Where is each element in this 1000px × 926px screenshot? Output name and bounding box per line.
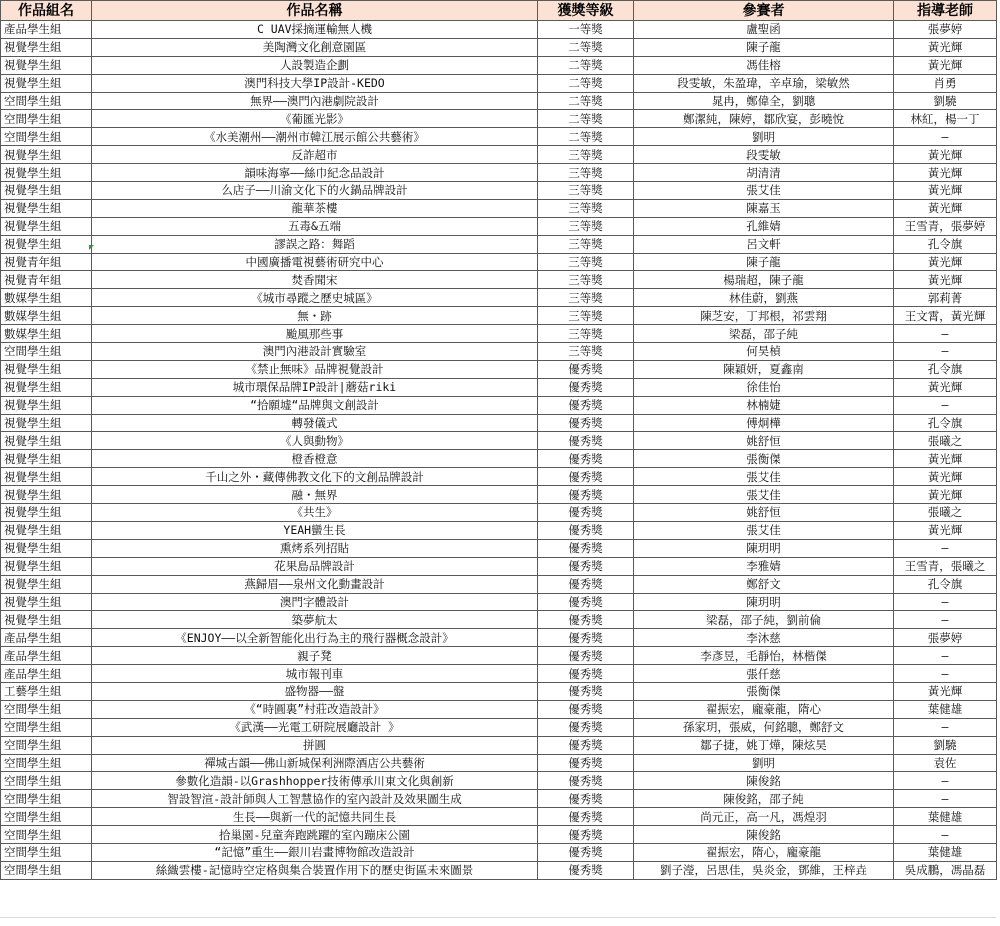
cell-advisor[interactable]: 劉驍: [894, 92, 997, 110]
cell-participants[interactable]: 何昊楨: [634, 343, 894, 361]
table-row: [1, 700, 997, 718]
cell-advisor[interactable]: —: [894, 396, 997, 414]
cell-award-level[interactable]: 優秀獎: [538, 790, 634, 808]
cell-group[interactable]: 空間學生組: [1, 826, 92, 844]
cell-participants[interactable]: 陳玥明: [634, 593, 894, 611]
table-row: [1, 521, 997, 539]
cell-work-title[interactable]: 《葡匯光影》: [92, 110, 538, 128]
cell-work-title[interactable]: 《共生》: [92, 504, 538, 522]
cell-advisor[interactable]: —: [894, 665, 997, 683]
cell-group[interactable]: 視覺學生組: [1, 504, 92, 522]
cell-award-level[interactable]: 二等獎: [538, 74, 634, 92]
cell-work-title[interactable]: 智設智渲-設計師與人工智慧協作的室內設計及效果圖生成: [92, 790, 538, 808]
cell-group[interactable]: 空間學生組: [1, 700, 92, 718]
table-row: [1, 253, 997, 271]
cell-award-level[interactable]: 優秀獎: [538, 521, 634, 539]
cell-work-title[interactable]: 中國廣播電視藝術研究中心: [92, 253, 538, 271]
cell-group[interactable]: 視覺學生組: [1, 593, 92, 611]
cell-participants[interactable]: 張艾佳: [634, 182, 894, 200]
cell-award-level[interactable]: 三等獎: [538, 343, 634, 361]
cell-advisor[interactable]: 張曦之: [894, 432, 997, 450]
table-body: [1, 21, 997, 880]
cell-award-level[interactable]: 優秀獎: [538, 468, 634, 486]
cell-group[interactable]: 視覺青年組: [1, 253, 92, 271]
cell-award-level[interactable]: 三等獎: [538, 235, 634, 253]
table-row: [1, 92, 997, 110]
cell-award-level[interactable]: 三等獎: [538, 146, 634, 164]
cell-award-level[interactable]: 優秀獎: [538, 414, 634, 432]
cell-group[interactable]: 視覺學生組: [1, 360, 92, 378]
cell-participants[interactable]: 陳俊銘，邵子純: [634, 790, 894, 808]
cell-work-title[interactable]: 絲織雲樓-記憶時空定格與集合裝置作用下的歷史街區未來圖景: [92, 861, 538, 879]
header-advisor[interactable]: 指導老師: [894, 1, 997, 21]
table-row: [1, 182, 997, 200]
cell-participants[interactable]: 鄒子捷，姚丁燁，陳炫昊: [634, 736, 894, 754]
cell-advisor[interactable]: 孔令旗: [894, 235, 997, 253]
cell-award-level[interactable]: 優秀獎: [538, 450, 634, 468]
table-row: [1, 128, 997, 146]
cell-group[interactable]: 視覺學生組: [1, 199, 92, 217]
table-row: [1, 575, 997, 593]
cell-work-title[interactable]: 《“時圓裏”村莊改造設計》: [92, 700, 538, 718]
cell-work-title[interactable]: 參數化造韻-以Grashhopper技術傳承川東文化與創新: [92, 772, 538, 790]
cell-award-level[interactable]: 優秀獎: [538, 700, 634, 718]
cell-work-title[interactable]: 轉發儀式: [92, 414, 538, 432]
table-row: [1, 164, 997, 182]
table-row: [1, 378, 997, 396]
cell-participants[interactable]: 陳穎妍，夏鑫南: [634, 360, 894, 378]
cell-advisor[interactable]: 葉健雄: [894, 808, 997, 826]
cell-award-level[interactable]: 優秀獎: [538, 808, 634, 826]
cell-advisor[interactable]: 孔令旗: [894, 360, 997, 378]
cell-participants[interactable]: 段雯敏: [634, 146, 894, 164]
cell-advisor[interactable]: 葉健雄: [894, 700, 997, 718]
cell-work-title[interactable]: 橙香橙意: [92, 450, 538, 468]
cell-award-level[interactable]: 三等獎: [538, 253, 634, 271]
cell-participants[interactable]: 胡清清: [634, 164, 894, 182]
cell-award-level[interactable]: 三等獎: [538, 217, 634, 235]
cell-award-level[interactable]: 二等獎: [538, 110, 634, 128]
cell-work-title[interactable]: YEAH蠻生長: [92, 521, 538, 539]
cell-work-title[interactable]: 熏烤系列招貼: [92, 539, 538, 557]
cell-comment-marker: [89, 245, 94, 250]
cell-group[interactable]: 視覺青年組: [1, 271, 92, 289]
cell-participants[interactable]: 林楠婕: [634, 396, 894, 414]
cell-participants[interactable]: 張衡傑: [634, 682, 894, 700]
cell-group[interactable]: 視覺學生組: [1, 74, 92, 92]
cell-participants[interactable]: 姚舒恒: [634, 432, 894, 450]
cell-participants[interactable]: 陳芝安，丁邦根，祁雲翔: [634, 307, 894, 325]
cell-advisor[interactable]: 袁佐: [894, 754, 997, 772]
cell-work-title[interactable]: “記憶”重生——銀川岩畫博物館改造設計: [92, 843, 538, 861]
header-row: [1, 1, 997, 21]
cell-group[interactable]: 視覺學生組: [1, 486, 92, 504]
cell-group[interactable]: 產品學生組: [1, 665, 92, 683]
cell-advisor[interactable]: 王文霄，黃光輝: [894, 307, 997, 325]
cell-participants[interactable]: 姚舒恒: [634, 504, 894, 522]
cell-group[interactable]: 視覺學生組: [1, 378, 92, 396]
cell-advisor[interactable]: —: [894, 790, 997, 808]
cell-participants[interactable]: 張衡傑: [634, 450, 894, 468]
cell-participants[interactable]: 張艾佳: [634, 521, 894, 539]
cell-participants[interactable]: 劉子瀅，呂思佳，吳炎金，鄧維，王梓垚: [634, 861, 894, 879]
cell-award-level[interactable]: 優秀獎: [538, 504, 634, 522]
table-row: [1, 432, 997, 450]
cell-advisor[interactable]: 郭莉菁: [894, 289, 997, 307]
table-row: [1, 754, 997, 772]
cell-work-title[interactable]: 澳門字體設計: [92, 593, 538, 611]
cell-participants[interactable]: 李彥昱，毛靜怡，林楷傑: [634, 647, 894, 665]
cell-work-title[interactable]: 花果島品牌設計: [92, 557, 538, 575]
cell-work-title[interactable]: 澳門科技大學IP設計-KEDO: [92, 74, 538, 92]
cell-participants[interactable]: 呂文軒: [634, 235, 894, 253]
table-row: [1, 772, 997, 790]
cell-advisor[interactable]: 黃光輝: [894, 468, 997, 486]
cell-participants[interactable]: 李沐慈: [634, 629, 894, 647]
table-row: [1, 468, 997, 486]
table-row: [1, 271, 997, 289]
table-row: [1, 450, 997, 468]
cell-advisor[interactable]: 吳成鵬，馮晶磊: [894, 861, 997, 879]
cell-work-title[interactable]: 澳門內港設計實驗室: [92, 343, 538, 361]
cell-participants[interactable]: 翟振宏，隋心，龐豪龍: [634, 843, 894, 861]
cell-advisor[interactable]: 黃光輝: [894, 146, 997, 164]
cell-work-title[interactable]: 《禁止無味》品牌視覺設計: [92, 360, 538, 378]
cell-group[interactable]: 數媒學生組: [1, 325, 92, 343]
cell-award-level[interactable]: 三等獎: [538, 164, 634, 182]
cell-group[interactable]: 視覺學生組: [1, 38, 92, 56]
table-row: [1, 325, 997, 343]
cell-participants[interactable]: 徐佳怡: [634, 378, 894, 396]
cell-participants[interactable]: 梁磊，邵子純，劉前倫: [634, 611, 894, 629]
cell-award-level[interactable]: 三等獎: [538, 289, 634, 307]
cell-group[interactable]: 空間學生組: [1, 92, 92, 110]
table-row: [1, 593, 997, 611]
cell-award-level[interactable]: 優秀獎: [538, 432, 634, 450]
cell-work-title[interactable]: 颱風那些事: [92, 325, 538, 343]
cell-advisor[interactable]: —: [894, 718, 997, 736]
cell-advisor[interactable]: 張曦之: [894, 504, 997, 522]
cell-advisor[interactable]: 張夢婷: [894, 629, 997, 647]
cell-group[interactable]: 視覺學生組: [1, 575, 92, 593]
cell-advisor[interactable]: 黃光輝: [894, 253, 997, 271]
cell-group[interactable]: 產品學生組: [1, 647, 92, 665]
cell-group[interactable]: 產品學生組: [1, 629, 92, 647]
table-row: [1, 826, 997, 844]
cell-award-level[interactable]: 優秀獎: [538, 826, 634, 844]
cell-participants[interactable]: 傅炯樺: [634, 414, 894, 432]
cell-advisor[interactable]: —: [894, 128, 997, 146]
cell-work-title[interactable]: C UAV採摘運輸無人機: [92, 21, 538, 39]
cell-group[interactable]: 視覺學生組: [1, 235, 92, 253]
cell-participants[interactable]: 翟振宏，龐豪龍，隋心: [634, 700, 894, 718]
cell-group[interactable]: 空間學生組: [1, 718, 92, 736]
cell-participants[interactable]: 陳俊銘: [634, 772, 894, 790]
cell-work-title[interactable]: 焚香聞宋: [92, 271, 538, 289]
cell-group[interactable]: 空間學生組: [1, 343, 92, 361]
cell-advisor[interactable]: 黃光輝: [894, 38, 997, 56]
table-row: [1, 38, 997, 56]
table-row: [1, 843, 997, 861]
table-row: [1, 647, 997, 665]
cell-work-title[interactable]: “拾願墟“品牌與文創設計: [92, 396, 538, 414]
table-row: [1, 21, 997, 39]
cell-group[interactable]: 空間學生組: [1, 110, 92, 128]
cell-advisor[interactable]: 黃光輝: [894, 182, 997, 200]
table-row: [1, 414, 997, 432]
table-row: [1, 396, 997, 414]
cell-advisor[interactable]: 黃光輝: [894, 521, 997, 539]
cell-advisor[interactable]: 黃光輝: [894, 271, 997, 289]
cell-award-level[interactable]: 優秀獎: [538, 360, 634, 378]
cell-award-level[interactable]: 優秀獎: [538, 486, 634, 504]
table-row: [1, 217, 997, 235]
table-row: [1, 629, 997, 647]
cell-award-level[interactable]: 優秀獎: [538, 861, 634, 879]
cell-award-level[interactable]: 三等獎: [538, 271, 634, 289]
cell-group[interactable]: 視覺學生組: [1, 146, 92, 164]
cell-group[interactable]: 視覺學生組: [1, 217, 92, 235]
cell-group[interactable]: 視覺學生組: [1, 396, 92, 414]
table-row: [1, 611, 997, 629]
cell-work-title[interactable]: 《城市尋蹤之歷史城區》: [92, 289, 538, 307]
table-row: [1, 199, 997, 217]
cell-work-title[interactable]: 《武漢——光電工研院展廳設計 》: [92, 718, 538, 736]
cell-award-level[interactable]: 優秀獎: [538, 539, 634, 557]
cell-advisor[interactable]: —: [894, 647, 997, 665]
table-row: [1, 307, 997, 325]
table-row: [1, 861, 997, 879]
cell-award-level[interactable]: 優秀獎: [538, 665, 634, 683]
cell-participants[interactable]: 尚元正，高一凡，馮煌羽: [634, 808, 894, 826]
table-row: [1, 718, 997, 736]
cell-award-level[interactable]: 三等獎: [538, 199, 634, 217]
header-participants[interactable]: 參賽者: [634, 1, 894, 21]
table-row: [1, 539, 997, 557]
table-row: [1, 146, 997, 164]
cell-group[interactable]: 空間學生組: [1, 843, 92, 861]
cell-award-level[interactable]: 優秀獎: [538, 647, 634, 665]
cell-group[interactable]: 視覺學生組: [1, 539, 92, 557]
cell-participants[interactable]: 林佳蔚，劉燕: [634, 289, 894, 307]
cell-work-title[interactable]: 龍華茶樓: [92, 199, 538, 217]
cell-participants[interactable]: 馮佳榕: [634, 56, 894, 74]
cell-group[interactable]: 視覺學生組: [1, 557, 92, 575]
cell-participants[interactable]: 張艾佳: [634, 468, 894, 486]
table-header: [1, 1, 997, 21]
cell-award-level[interactable]: 優秀獎: [538, 772, 634, 790]
cell-work-title[interactable]: 築夢航太: [92, 611, 538, 629]
cell-award-level[interactable]: 優秀獎: [538, 557, 634, 575]
cell-advisor[interactable]: 肖勇: [894, 74, 997, 92]
cell-work-title[interactable]: 無界——澳門內港劇院設計: [92, 92, 538, 110]
cell-award-level[interactable]: 二等獎: [538, 92, 634, 110]
cell-group[interactable]: 空間學生組: [1, 790, 92, 808]
cell-advisor[interactable]: 林紅，楊一丁: [894, 110, 997, 128]
cell-work-title[interactable]: 拾巢園-兒童奔跑跳躍的室內蹦床公園: [92, 826, 538, 844]
cell-advisor[interactable]: —: [894, 611, 997, 629]
cell-group[interactable]: 工藝學生組: [1, 682, 92, 700]
table-row: [1, 343, 997, 361]
cell-advisor[interactable]: —: [894, 343, 997, 361]
cell-award-level[interactable]: 二等獎: [538, 128, 634, 146]
cell-group[interactable]: 數媒學生組: [1, 307, 92, 325]
cell-work-title[interactable]: 千山之外・藏傳佛教文化下的文創品牌設計: [92, 468, 538, 486]
cell-award-level[interactable]: 二等獎: [538, 56, 634, 74]
cell-work-title[interactable]: 盛物器——盤: [92, 682, 538, 700]
cell-participants[interactable]: 陳俊銘: [634, 826, 894, 844]
cell-award-level[interactable]: 優秀獎: [538, 754, 634, 772]
table-row: [1, 289, 997, 307]
header-work-title[interactable]: 作品名稱: [92, 1, 538, 21]
cell-participants[interactable]: 梁磊，邵子純: [634, 325, 894, 343]
cell-participants[interactable]: 陳子龍: [634, 253, 894, 271]
cell-group[interactable]: 產品學生組: [1, 21, 92, 39]
cell-advisor[interactable]: 孔令旗: [894, 575, 997, 593]
cell-advisor[interactable]: 黃光輝: [894, 56, 997, 74]
cell-participants[interactable]: 李雅婧: [634, 557, 894, 575]
cell-work-title[interactable]: 么店子——川渝文化下的火鍋品牌設計: [92, 182, 538, 200]
cell-participants[interactable]: 劉明: [634, 754, 894, 772]
cell-group[interactable]: 數媒學生組: [1, 289, 92, 307]
cell-advisor[interactable]: 黃光輝: [894, 450, 997, 468]
cell-group[interactable]: 空間學生組: [1, 772, 92, 790]
cell-award-level[interactable]: 一等獎: [538, 21, 634, 39]
cell-advisor[interactable]: —: [894, 826, 997, 844]
cell-participants[interactable]: 張艾佳: [634, 486, 894, 504]
cell-group[interactable]: 空間學生組: [1, 128, 92, 146]
cell-participants[interactable]: 盧聖函: [634, 21, 894, 39]
cell-participants[interactable]: 楊瑞超，陳子龍: [634, 271, 894, 289]
cell-advisor[interactable]: —: [894, 325, 997, 343]
cell-group[interactable]: 視覺學生組: [1, 414, 92, 432]
cell-advisor[interactable]: 張夢婷: [894, 21, 997, 39]
cell-group[interactable]: 視覺學生組: [1, 182, 92, 200]
cell-advisor[interactable]: 劉驍: [894, 736, 997, 754]
cell-advisor[interactable]: 王雪青，張夢婷: [894, 217, 997, 235]
cell-work-title[interactable]: 五毒&五端: [92, 217, 538, 235]
table-row: [1, 110, 997, 128]
cell-work-title[interactable]: 《人與動物》: [92, 432, 538, 450]
cell-advisor[interactable]: 葉健雄: [894, 843, 997, 861]
cell-participants[interactable]: 鄭潔純，陳婷，鄒欣宴，彭曉悅: [634, 110, 894, 128]
cell-advisor[interactable]: 黃光輝: [894, 682, 997, 700]
table-row: [1, 56, 997, 74]
cell-award-level[interactable]: 三等獎: [538, 307, 634, 325]
cell-award-level[interactable]: 優秀獎: [538, 682, 634, 700]
cell-work-title[interactable]: 人設製造企劃: [92, 56, 538, 74]
cell-award-level[interactable]: 優秀獎: [538, 736, 634, 754]
cell-group[interactable]: 空間學生組: [1, 754, 92, 772]
table-row: [1, 504, 997, 522]
cell-award-level[interactable]: 二等獎: [538, 38, 634, 56]
table-row: [1, 790, 997, 808]
cell-work-title[interactable]: 無・跡: [92, 307, 538, 325]
cell-group[interactable]: 空間學生組: [1, 736, 92, 754]
cell-award-level[interactable]: 優秀獎: [538, 378, 634, 396]
cell-participants[interactable]: 段雯敏，朱盈瑋，辛卓瑜，梁敏然: [634, 74, 894, 92]
cell-group[interactable]: 視覺學生組: [1, 611, 92, 629]
header-group[interactable]: 作品組名: [1, 1, 92, 21]
cell-group[interactable]: 視覺學生組: [1, 450, 92, 468]
table-row: [1, 736, 997, 754]
cell-advisor[interactable]: —: [894, 593, 997, 611]
cell-advisor[interactable]: 黃光輝: [894, 486, 997, 504]
cell-advisor[interactable]: 黃光輝: [894, 164, 997, 182]
table-row: [1, 665, 997, 683]
cell-participants[interactable]: 晁冉，鄭偉全，劉聰: [634, 92, 894, 110]
cell-award-level[interactable]: 優秀獎: [538, 629, 634, 647]
cell-group[interactable]: 空間學生組: [1, 861, 92, 879]
cell-participants[interactable]: 孔維婧: [634, 217, 894, 235]
cell-work-title[interactable]: 謬誤之路：舞蹈: [92, 235, 538, 253]
cell-award-level[interactable]: 優秀獎: [538, 611, 634, 629]
cell-work-title[interactable]: 反詐超市: [92, 146, 538, 164]
cell-work-title[interactable]: 親子凳: [92, 647, 538, 665]
cell-work-title[interactable]: 融・無界: [92, 486, 538, 504]
cell-group[interactable]: 空間學生組: [1, 808, 92, 826]
cell-award-level[interactable]: 優秀獎: [538, 396, 634, 414]
table-row: [1, 682, 997, 700]
cell-work-title[interactable]: 燕歸眉——泉州文化動畫設計: [92, 575, 538, 593]
cell-award-level[interactable]: 優秀獎: [538, 593, 634, 611]
cell-work-title[interactable]: 城市報刊車: [92, 665, 538, 683]
cell-award-level[interactable]: 優秀獎: [538, 718, 634, 736]
table-row: [1, 557, 997, 575]
cell-work-title[interactable]: 禪城古韻——佛山新城保利洲際酒店公共藝術: [92, 754, 538, 772]
cell-work-title[interactable]: 拼圓: [92, 736, 538, 754]
cell-advisor[interactable]: 黃光輝: [894, 378, 997, 396]
cell-group[interactable]: 視覺學生組: [1, 468, 92, 486]
cell-participants[interactable]: 劉明: [634, 128, 894, 146]
cell-group[interactable]: 視覺學生組: [1, 521, 92, 539]
cell-group[interactable]: 視覺學生組: [1, 432, 92, 450]
table-row: [1, 235, 997, 253]
cell-advisor[interactable]: 黃光輝: [894, 199, 997, 217]
cell-advisor[interactable]: 孔令旗: [894, 414, 997, 432]
cell-award-level[interactable]: 優秀獎: [538, 843, 634, 861]
cell-advisor[interactable]: 王雪青，張曦之: [894, 557, 997, 575]
cell-award-level[interactable]: 三等獎: [538, 182, 634, 200]
cell-participants[interactable]: 陳嘉玉: [634, 199, 894, 217]
cell-participants[interactable]: 張仟慈: [634, 665, 894, 683]
table-row: [1, 486, 997, 504]
cell-award-level[interactable]: 優秀獎: [538, 575, 634, 593]
cell-work-title[interactable]: 韻味海寧——絲巾紀念品設計: [92, 164, 538, 182]
cell-work-title[interactable]: 城市環保品牌IP設計|蘑菇riki: [92, 378, 538, 396]
cell-advisor[interactable]: —: [894, 539, 997, 557]
cell-work-title[interactable]: 《ENJOY——以全新智能化出行為主的飛行器概念設計》: [92, 629, 538, 647]
table-row: [1, 74, 997, 92]
cell-participants[interactable]: 陳子龍: [634, 38, 894, 56]
header-award-level[interactable]: 獲獎等級: [538, 1, 634, 21]
cell-award-level[interactable]: 三等獎: [538, 325, 634, 343]
cell-participants[interactable]: 鄭舒文: [634, 575, 894, 593]
cell-work-title[interactable]: 《水美潮州——潮州市韓江展示館公共藝術》: [92, 128, 538, 146]
table-row: [1, 808, 997, 826]
cell-participants[interactable]: 孫家玥，張威，何銘聰，鄭舒文: [634, 718, 894, 736]
cell-group[interactable]: 視覺學生組: [1, 56, 92, 74]
cell-work-title[interactable]: 生長——與新一代的記憶共同生長: [92, 808, 538, 826]
cell-advisor[interactable]: —: [894, 772, 997, 790]
cell-work-title[interactable]: 美陶灣文化創意園區: [92, 38, 538, 56]
table-row: [1, 360, 997, 378]
cell-group[interactable]: 視覺學生組: [1, 164, 92, 182]
cell-participants[interactable]: 陳玥明: [634, 539, 894, 557]
